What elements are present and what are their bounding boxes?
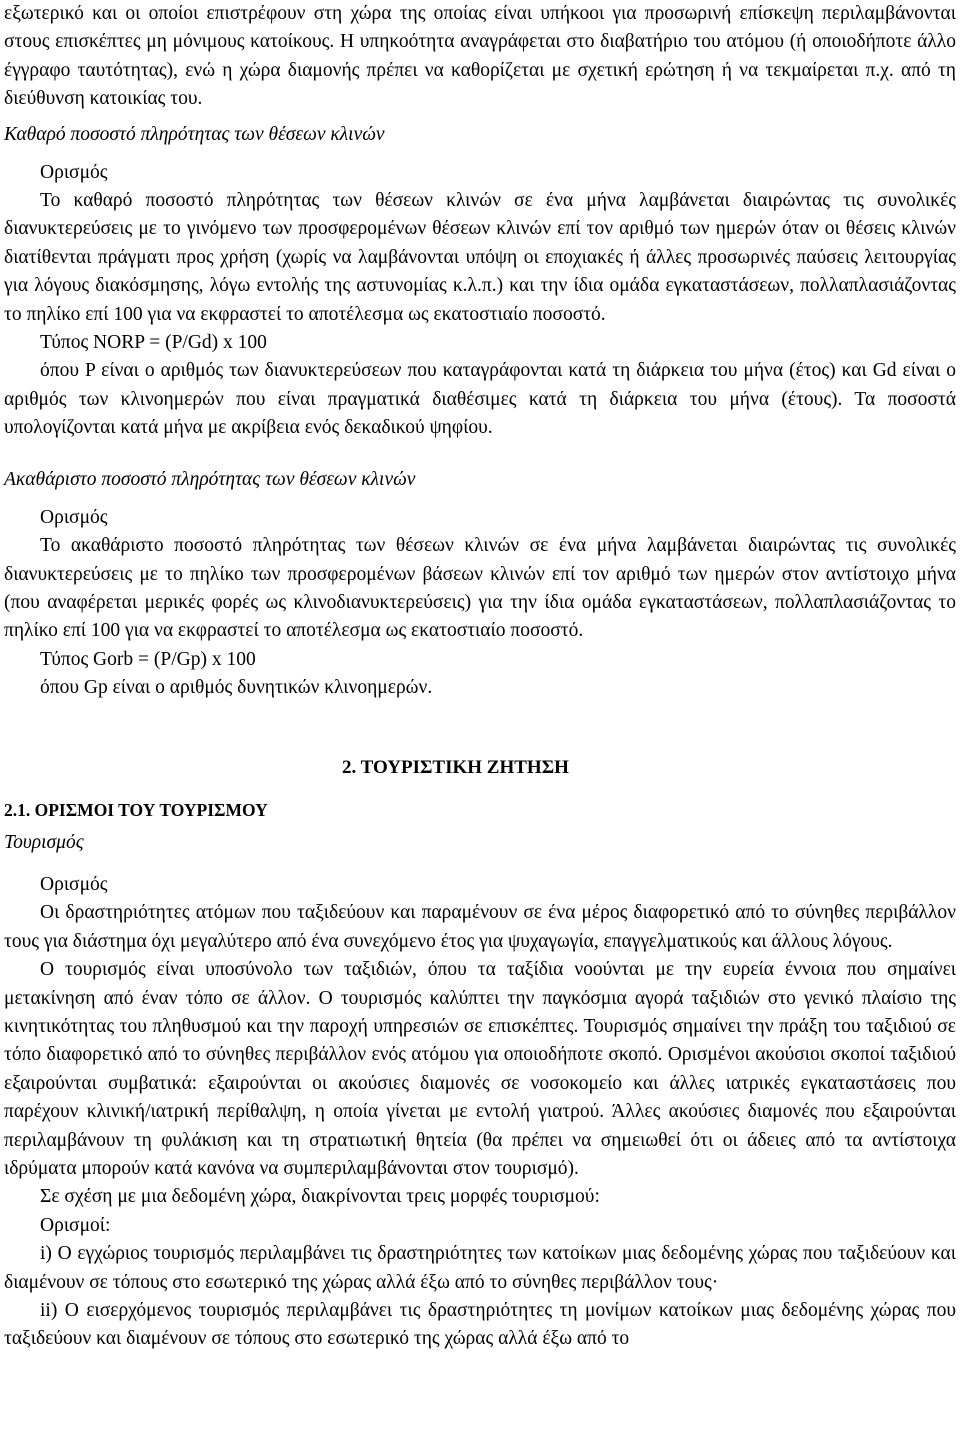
tourism-paragraph: Ο τουρισμός είναι υποσύνολο των ταξιδιών, όπου τα ταξίδια νοούνται με την ευρεία έννοια που σημαίνει μετακίνηση από έναν τόπο σε άλλον. Ο τουρισμός καλύπτει την παγκόσμια αγορά ταξιδιών στο γενικό πλαίσιο της κινητικότητας του πληθυσμού και την παροχή υπηρεσιών σε επισκέπτες. Τουρισμός σημαίνει την πράξη του ταξιδιού σε τόπο διαφορετικό από το σύνηθες περιβάλλον ενός ατόμου για οποιοδήποτε σκοπό. Ορισμένοι ακούσιοι σκοποί ταξιδιού εξαιρούνται συμβατικά: εξαιρούνται οι ακούσιες διαμονές σε νοσοκομείο και άλλες ιατρικές εγκαταστάσεις που παρέχουν κλινική/ιατρική περίθαλψη, η οποία γίνεται με εντολή γιατρού. Άλλες ακούσιες διαμονές που εξαιρούνται περιλαμβάνουν τη φυλάκιση και τη στρατιωτική θητεία (θα πρέπει να σημειωθεί ότι οι άδειες από τα αντίστοιχα ιδρύματα μπορούν κατά κανόνα να συμπεριλαμβάνονται στον τουρισμό). xyxy=(4,959,956,1179)
net-occupancy-heading: Καθαρό ποσοστό πληρότητας των θέσεων κλινών xyxy=(4,123,385,145)
form-domestic: i) Ο εγχώριος τουρισμός περιλαμβάνει τις δραστηριότητες των κατοίκων μιας δεδομένης χώρας που ταξιδεύουν και διαμένουν σε τόπους στο εσωτερικό της χώρας αλλά έξω από το σύνηθες περιβάλλον τους· xyxy=(4,1243,956,1293)
net-formula: Τύπος NORP = (P/Gd) x 100 xyxy=(40,332,267,354)
net-definition-label: Ορισμός xyxy=(40,161,108,183)
form-inbound: ii) Ο εισερχόμενος τουρισμός περιλαμβάνει τις δραστηριότητες τη μονίμων κατοίκων μιας δεδομένης χώρας που ταξιδεύουν και διαμένουν σε τόπους στο εσωτερικό της χώρας αλλά έξω από το xyxy=(4,1300,956,1350)
gross-formula: Τύπος Gorb = (P/Gp) x 100 xyxy=(40,648,256,670)
spacer xyxy=(4,703,956,755)
chapter-title: 2. ΤΟΥΡΙΣΤΙΚΗ ΖΗΤΗΣΗ xyxy=(342,756,569,778)
net-definition-text: Το καθαρό ποσοστό πληρότητας των θέσεων κλινών σε ένα μήνα λαμβάνεται διαιρώντας τις συνολικές διανυκτερεύσεις με το γινόμενο των προσφερομένων θέσεων κλινών επί τον αριθμό των ημερών όταν οι θέσεις κλινών διατίθενται πράγματι προς χρήση (χωρίς να λαμβάνονται υπόψη οι εποχιακές ή άλλες προσωρινές παύσεις λειτουργίας για λόγους διακόσμησης, λόγω εντολής της αστυνομίας κ.λ.π.) και την ίδια ομάδα εγκαταστάσεων, πολλαπλασιάζοντας το πηλίκο επί 100 για να εκφραστεί το αποτέλεσμα ως εκατοστιαίο ποσοστό. xyxy=(4,190,956,325)
spacer xyxy=(4,857,956,871)
forms-intro: Σε σχέση με μια δεδομένη χώρα, διακρίνονται τρεις μορφές τουρισμού: xyxy=(40,1186,600,1208)
spacer xyxy=(4,443,956,459)
net-formula-note: όπου P είναι ο αριθμός των διανυκτερεύσεων που καταγράφονται κατά τη διάρκεια του μήνα (έτος) και Gd είναι ο αριθμός των κλινοημερών που είναι πραγματικά διαθέσιμες κατά τη διάρκεια του μήνα (έτους). Τα ποσοστά υπολογίζονται κατά μήνα με ακρίβεια ενός δεκαδικού ψηφίου. xyxy=(4,360,956,439)
forms-label: Ορισμοί: xyxy=(40,1214,111,1236)
gross-definition-text: Το ακαθάριστο ποσοστό πληρότητας των θέσεων κλινών σε ένα μήνα λαμβάνεται διαιρώντας τις συνολικές διανυκτερεύσεις με το πηλίκο των προσφερομένων βάσεων κλινών επί τον αριθμό των ημερών στον αντίστοιχο μήνα (που αναφέρεται μερικές φορές ως κλινοδιανυκτερεύσεις) για την ίδια ομάδα εγκαταστάσεων, πολλαπλασιάζοντας το πηλίκο επί 100 για να εκφραστεί το αποτέλεσμα ως εκατοστιαίο ποσοστό. xyxy=(4,535,956,642)
section-title: 2.1. ΟΡΙΣΜΟΙ ΤΟΥ ΤΟΥΡΙΣΜΟΥ xyxy=(4,799,268,820)
tourism-heading: Τουρισμός xyxy=(4,831,84,853)
tourism-definition-label: Ορισμός xyxy=(40,873,108,895)
gross-formula-note: όπου Gp είναι ο αριθμός δυνητικών κλινοημερών. xyxy=(40,677,433,699)
document-page xyxy=(4,0,956,1354)
gross-definition-label: Ορισμός xyxy=(40,506,108,528)
intro-paragraph: εξωτερικό και οι οποίοι επιστρέφουν στη χώρα της οποίας είναι υπήκοοι για προσωρινή επίσκεψη περιλαμβάνονται στους επισκέπτες μη μόνιμους κατοίκους. Η υπηκοότητα αναγράφεται στο διαβατήριο του ατόμου (ή οποιοδήποτε άλλο έγγραφο ταυτότητας), ενώ η χώρα διαμονής πρέπει να καθορίζεται με σχετική ερώτηση ή να τεκμαίρεται π.χ. από τη διεύθυνση κατοικίας του. xyxy=(4,3,956,110)
tourism-definition-text: Οι δραστηριότητες ατόμων που ταξιδεύουν και παραμένουν σε ένα μέρος διαφορετικό από το σύνηθες περιβάλλον τους για διάστημα όχι μεγαλύτερο από ένα συνεχόμενο έτος για ψυχαγωγία, επαγγελματικούς και άλλους λόγους. xyxy=(4,902,956,952)
gross-occupancy-heading: Ακαθάριστο ποσοστό πληρότητας των θέσεων κλινών xyxy=(4,468,416,490)
